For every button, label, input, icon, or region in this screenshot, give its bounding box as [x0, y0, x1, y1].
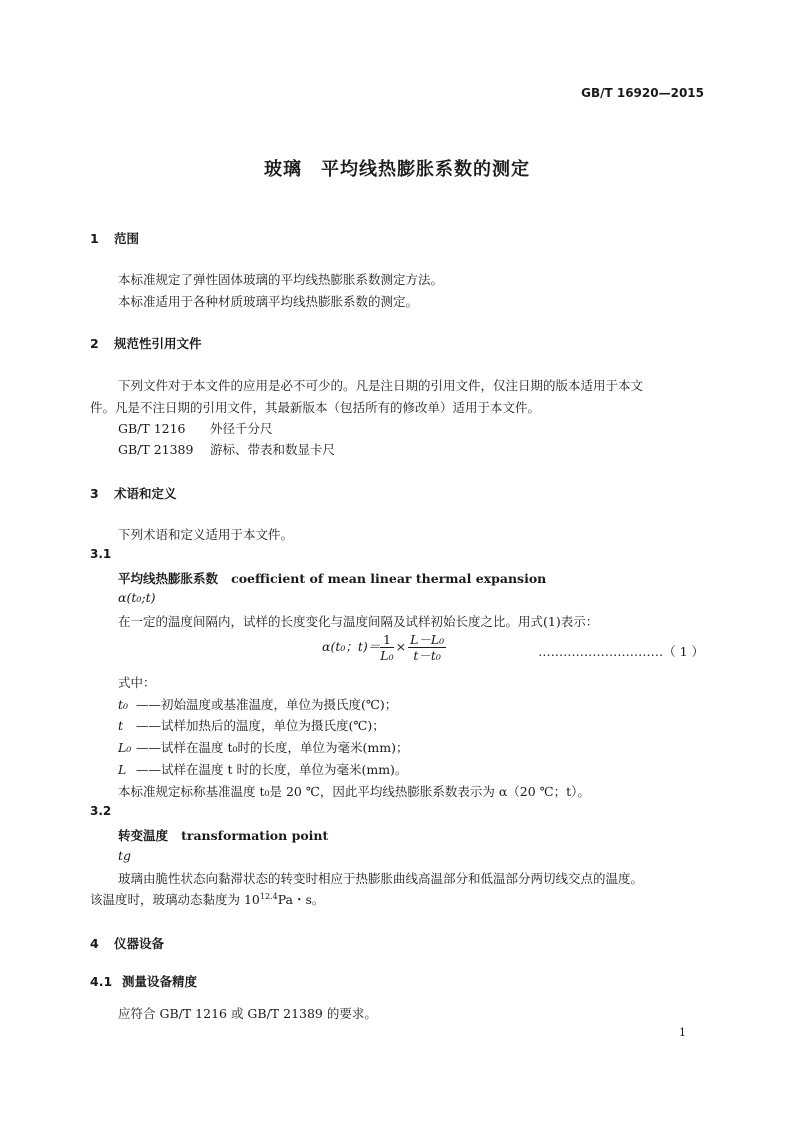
times-sign: × [395, 639, 407, 654]
paragraph: 本标准规定了弹性固体玻璃的平均线热膨胀系数测定方法。 [118, 272, 444, 287]
subsection-number: 4.1 [90, 974, 113, 989]
subsection-4-1-heading [90, 972, 197, 990]
paragraph: 应符合 GB/T 1216 或 GB/T 21389 的要求。 [118, 1006, 377, 1021]
paragraph: 本标准适用于各种材质玻璃平均线热膨胀系数的测定。 [118, 294, 419, 309]
section-number: 1 [90, 231, 99, 246]
reference-code: GB/T 21389 [118, 442, 194, 457]
where-label: 式中： [118, 675, 156, 690]
term-english: transformation point [181, 828, 329, 843]
section-title: 仪器设备 [114, 936, 165, 951]
term-entry [118, 826, 328, 844]
section-2-heading [90, 334, 202, 352]
variable-definition [118, 695, 397, 713]
document-title: 玻璃 平均线热膨胀系数的测定 [264, 159, 530, 180]
section-number: 2 [90, 336, 99, 351]
term-chinese: 转变温度 [118, 828, 169, 843]
term-symbol: α(t₀;t) [118, 590, 156, 605]
variable-dash: —— [136, 697, 161, 712]
section-number: 3 [90, 486, 99, 501]
variable-symbol: t₀ [118, 697, 129, 712]
formula-number: …………………………（ 1 ） [538, 644, 704, 659]
fraction-numerator: 1 [380, 632, 393, 648]
definition-text: 该温度时，玻璃动态黏度为 10 [90, 892, 260, 907]
formula-lhs: α(t₀；t)＝ [322, 639, 381, 654]
term-symbol: tg [118, 848, 132, 863]
variable-text: 试样加热后的温度，单位为摄氏度(℃)； [161, 718, 385, 733]
section-title: 术语和定义 [114, 486, 177, 501]
term-english: coefficient of mean linear thermal expansion [231, 571, 547, 586]
exponent: 12.4 [259, 891, 278, 901]
paragraph: 下列文件对于本文件的应用是必不可少的。凡是注日期的引用文件，仅注日期的版本适用于本文 [118, 378, 644, 393]
section-number: 4 [90, 936, 99, 951]
fraction-denominator: L₀ [380, 648, 394, 663]
paragraph: 件。凡是不注日期的引用文件，其最新版本（包括所有的修改单）适用于本文件。 [90, 400, 541, 415]
fraction [408, 632, 446, 663]
subsection-number: 3.2 [90, 804, 112, 818]
variable-definition [118, 738, 408, 756]
section-title: 范围 [114, 231, 140, 246]
fraction-numerator: L－L₀ [410, 632, 445, 647]
section-4-heading [90, 934, 164, 952]
section-1-heading [90, 229, 139, 247]
variable-symbol: L₀ [118, 740, 132, 755]
section-3-heading [90, 484, 177, 502]
variable-dash: —— [136, 740, 161, 755]
reference-item [118, 440, 335, 458]
variable-definition [118, 716, 385, 734]
reference-item [118, 419, 273, 437]
variable-text: 初始温度或基准温度，单位为摄氏度(℃)； [161, 697, 398, 712]
fraction-denominator: t－t₀ [413, 648, 441, 663]
subsection-number: 3.1 [90, 547, 112, 561]
variable-dash: —— [136, 762, 161, 777]
variable-text: 试样在温度 t₀时的长度，单位为毫米(mm)； [161, 740, 409, 755]
page-number: 1 [679, 1026, 686, 1039]
variable-symbol: t [118, 718, 124, 733]
variable-definition [118, 760, 407, 778]
subsection-title: 测量设备精度 [122, 974, 198, 989]
formula [322, 632, 446, 663]
reference-name: 游标、带表和数显卡尺 [210, 442, 336, 457]
term-chinese: 平均线热膨胀系数 [118, 571, 219, 586]
paragraph: 下列术语和定义适用于本文件。 [118, 527, 294, 542]
definition: 玻璃由脆性状态向黏滞状态的转变时相应于热膨胀曲线高温部分和低温部分两切线交点的温度。 [118, 871, 644, 886]
variable-text: 试样在温度 t 时的长度，单位为毫米(mm)。 [161, 762, 408, 777]
term-entry [118, 569, 546, 587]
fraction [380, 632, 393, 663]
definition: 在一定的温度间隔内，试样的长度变化与温度间隔及试样初始长度之比。用式(1)表示： [118, 614, 599, 629]
reference-code: GB/T 1216 [118, 421, 186, 436]
variable-symbol: L [118, 762, 127, 777]
standard-code: GB/T 16920—2015 [581, 86, 704, 100]
reference-name: 外径千分尺 [210, 421, 273, 436]
paragraph: 本标准规定标称基准温度 t₀是 20 ℃，因此平均线热膨胀系数表示为 α（20 ℃；t）。 [118, 784, 590, 799]
definition [90, 890, 324, 908]
definition-text: Pa・s。 [277, 892, 325, 907]
section-title: 规范性引用文件 [114, 336, 202, 351]
variable-dash: —— [136, 718, 161, 733]
